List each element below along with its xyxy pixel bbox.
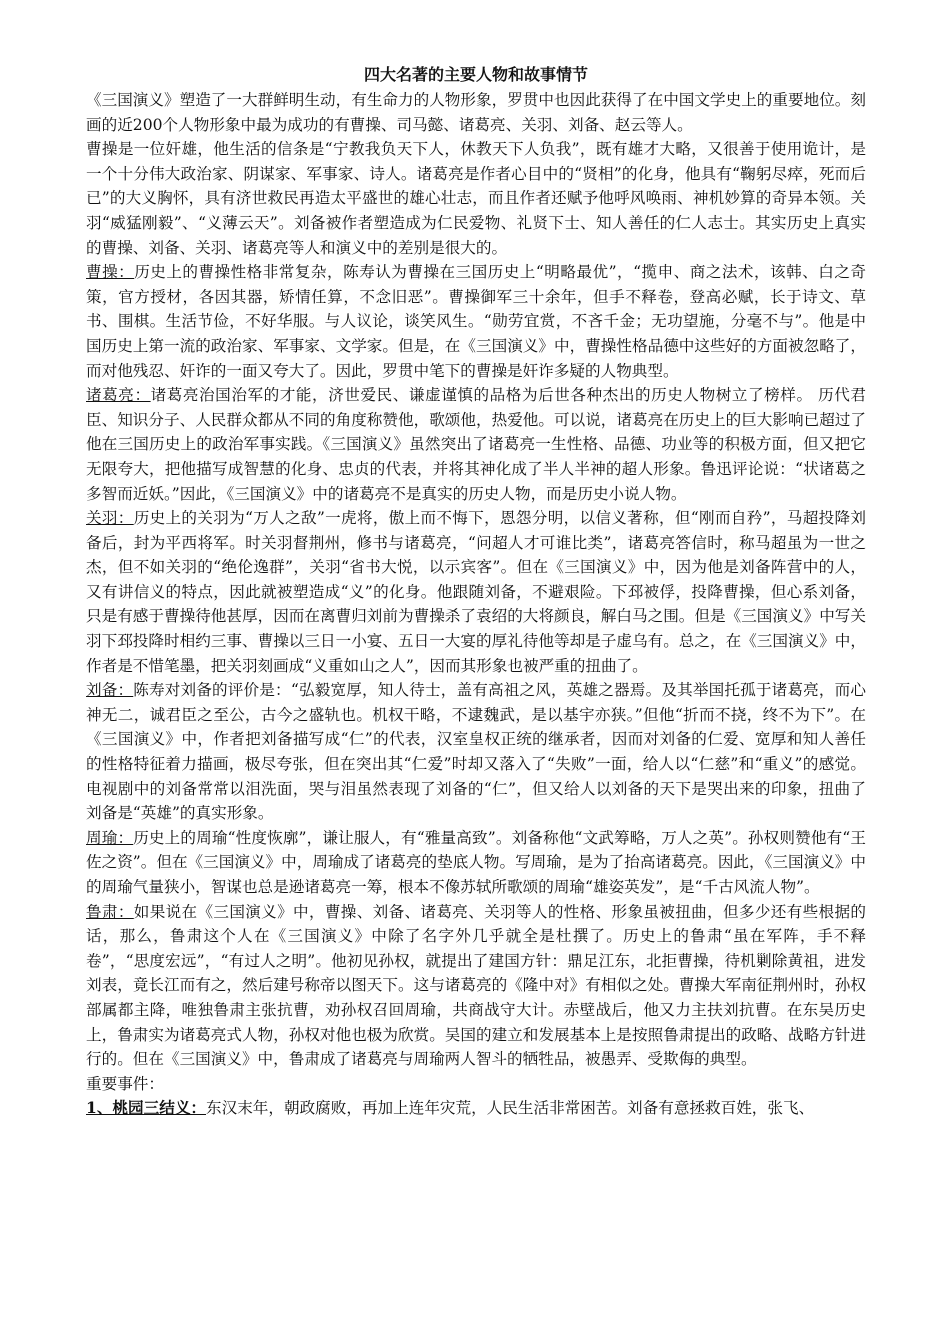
character-label: 鲁肃： (86, 902, 134, 921)
character-section-liubei (86, 678, 866, 826)
event-item (86, 1096, 866, 1121)
character-text: 历史上的周瑜“性度恢廓”，谦让服人，有“雅量高致”。刘备称他“文武筹略，万人之英”。孙权则赞他有“王佐之资”。但在《三国演义》中，周瑜成了诸葛亮的垫底人物。写周瑜，是为了抬高诸葛亮。因此，《三国演义》中的周瑜气量狭小，智谋也总是逊诸葛亮一筹，根本不像苏轼所歌颂的周瑜“雄姿英发”，是“千古风流人物”。 (86, 828, 866, 896)
character-label: 曹操： (86, 263, 135, 282)
character-text: 诸葛亮治国治军的才能，济世爱民、谦虚谨慎的品格为后世各种杰出的历史人物树立了榜样。 历代君臣、知识分子、人民群众都从不同的角度称赞他，歌颂他，热爱他。可以说，诸葛亮在历史上的巨大影响已超过了他在三国历史上的政治军事实践。《三国演义》虽然突出了诸葛亮一生性格、品德、功业等的积极方面，但又把它无限夸大，把他描写成智慧的化身、忠贞的代表，并将其神化成了半人半神的超人形象。鲁迅评论说：“状诸葛之多智而近妖。”因此，《三国演义》中的诸葛亮不是真实的历史人物，而是历史小说人物。 (86, 386, 866, 503)
character-text: 历史上的关羽为“万人之敌”一虎将，傲上而不悔下，恩怨分明，以信义著称，但“刚而自矜”，马超投降刘备后，封为平西将军。时关羽督荆州，修书与诸葛亮，“问超人才可谁比类”，诸葛亮答信时，称马超虽为一世之杰，但不如关羽的“绝伦逸群”，关羽“省书大悦，以示宾客”。但在《三国演义》中，因为他是刘备阵营中的人，又有讲信义的特点，因此就被塑造成“义”的化身。他跟随刘备，不避艰险。下邳被俘，投降曹操，但心系刘备，只是有感于曹操待他甚厚，因而在离曹归刘前为曹操杀了袁绍的大将颜良，解白马之围。但是《三国演义》中写关羽下邳投降时相约三事、曹操以三日一小宴、五日一大宴的厚礼待他等却是子虚乌有。总之，在《三国演义》中，作者是不惜笔墨，把关羽刻画成“义重如山之人”，因而其形象也被严重的扭曲了。 (86, 509, 866, 675)
event-text: 东汉末年，朝政腐败，再加上连年灾荒，人民生活非常困苦。刘备有意拯救百姓，张飞、 (206, 1099, 815, 1118)
character-section-zhugeliang (86, 383, 866, 506)
page-title: 四大名著的主要人物和故事情节 (363, 65, 588, 84)
intro-paragraph: 曹操是一位奸雄，他生活的信条是“宁教我负天下人，休教天下人负我”，既有雄才大略，又很善于使用诡计，是一个十分伟大政治家、阴谋家、军事家、诗人。诸葛亮是作者心目中的“贤相”的化身，他具有“鞠躬尽瘁，死而后已”的大义胸怀，具有济世救民再造太平盛世的雄心壮志，而且作者还赋予他呼风唤雨、神机妙算的奇异本领。关羽“威猛刚毅”、“义薄云天”。刘备被作者塑造成为仁民爱物、礼贤下士、知人善任的仁人志士。其实历史上真实的曹操、刘备、关羽、诸葛亮等人和演义中的差别是很大的。 (86, 140, 866, 257)
character-label: 关羽： (86, 509, 134, 528)
character-text: 陈寿对刘备的评价是：“弘毅宽厚，知人待士，盖有高祖之风，英雄之器焉。及其举国托孤于诸葛亮，而心神无二，诚君臣之至公，古今之盛轨也。机权干略，不逮魏武，是以基宇亦狭。”但他“折而不挠，终不为下”。在《三国演义》中，作者把刘备描写成“仁”的代表，汉室皇权正统的继承者，因而对刘备的仁爱、宽厚和知人善任的性格特征着力描画，极尽夸张，但在突出其“仁爱”时却又落入了“失败”一面，给人以“仁慈”和“重义”的感觉。电视剧中的刘备常常以泪洗面，哭与泪虽然表现了刘备的“仁”，但又给人以刘备的天下是哭出来的印象，扭曲了刘备是“英雄”的真实形象。 (86, 681, 866, 823)
character-label: 诸葛亮： (86, 386, 151, 405)
character-label: 周瑜： (86, 828, 134, 847)
character-section-lusu (86, 900, 866, 1072)
intro-paragraph: 《三国演义》塑造了一大群鲜明生动，有生命力的人物形象，罗贯中也因此获得了在中国文学史上的重要地位。刻画的近200个人物形象中最为成功的有曹操、司马懿、诸葛亮、关羽、刘备、赵云等人。 (86, 91, 866, 134)
events-heading: 重要事件： (86, 1074, 164, 1093)
character-section-zhouyu (86, 826, 866, 900)
character-text: 历史上的曹操性格非常复杂，陈寿认为曹操在三国历史上“明略最优”，“揽申、商之法术，该韩、白之奇策，官方授材，各因其器，矫情任算，不念旧恶”。曹操御军三十余年，但手不释卷，登高必赋，长于诗文、草书、围棋。生活节俭，不好华服。与人议论，谈笑风生。“勋劳宜赏，不吝千金；无功望施，分毫不与”。他是中国历史上第一流的政治家、军事家、文学家。但是，在《三国演义》中，曹操性格品德中这些好的方面被忽略了，而对他残忍、奸诈的一面又夸大了。因此，罗贯中笔下的曹操是奸诈多疑的人物典型。 (86, 263, 866, 380)
character-section-caocao (86, 260, 866, 383)
character-text: 如果说在《三国演义》中，曹操、刘备、诸葛亮、关羽等人的性格、形象虽被扭曲，但多少还有些根据的话，那么，鲁肃这个人在《三国演义》中除了名字外几乎就全是杜撰了。历史上的鲁肃“虽在军阵，手不释卷”，“思度宏远”，“有过人之明”。他初见孙权，就提出了建国方针：鼎足江东，北拒曹操，待机剿除黄祖，进发刘表，竟长江而有之，然后建号称帝以图天下。这与诸葛亮的《隆中对》有相似之处。曹操大军南征荆州时，孙权部属都主降，唯独鲁肃主张抗曹，劝孙权召回周瑜，共商战守大计。赤壁战后，他又力主扶刘抗曹。在东吴历史上，鲁肃实为诸葛亮式人物，孙权对他也极为欣赏。吴国的建立和发展基本上是按照鲁肃提出的政略、战略方针进行的。但在《三国演义》中，鲁肃成了诸葛亮与周瑜两人智斗的牺牲品，被愚弄、受欺侮的典型。 (86, 902, 866, 1069)
character-label: 刘备： (86, 681, 134, 700)
event-label: 1、桃园三结义： (86, 1098, 207, 1118)
character-section-guanyu (86, 506, 866, 678)
